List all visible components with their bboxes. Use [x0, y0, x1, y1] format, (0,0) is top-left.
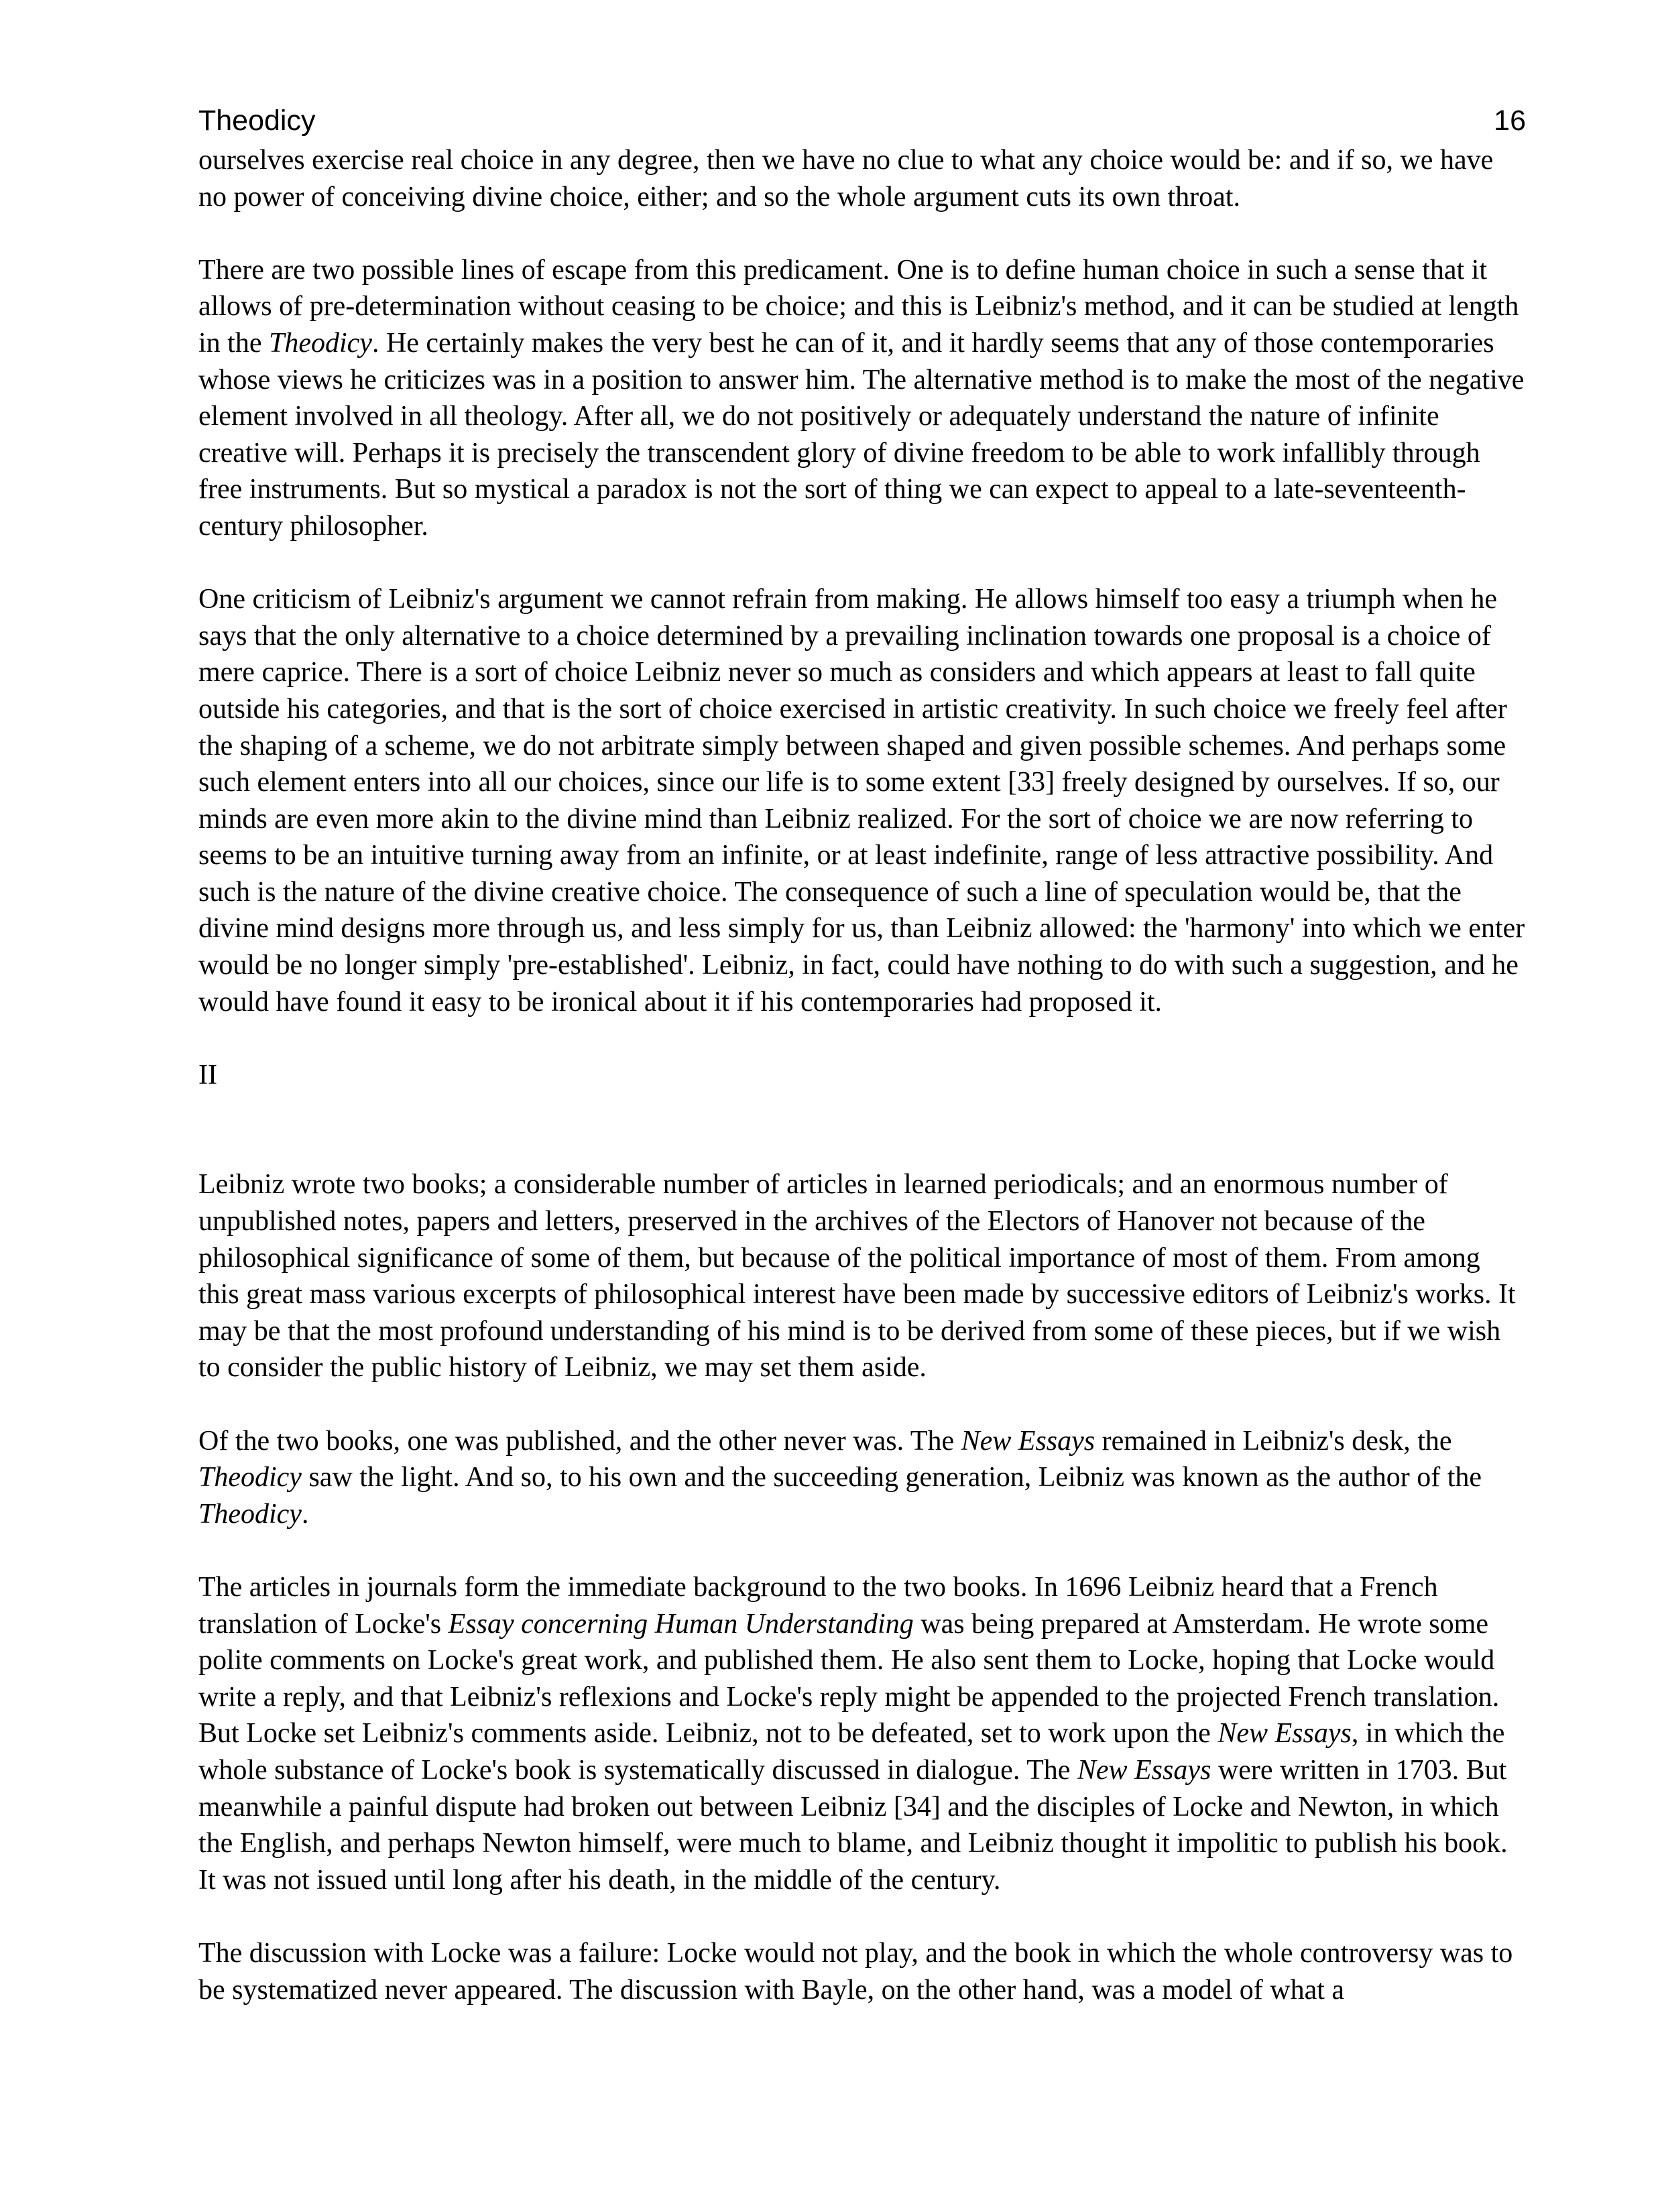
- text-run: was being prepared at Amsterdam. He wrote some polite comments on Locke's great work, and published them. He also sent them to Locke, hoping that Locke would write a reply, and that Leibniz's reflexions and Locke's reply might be appended to the projected French translation. But Locke set Leibniz's comments aside. Leibniz, not to be defeated, set to work upon the: [198, 1608, 1500, 1749]
- body-text: [198, 142, 1526, 2008]
- text-run: Of the two books, one was published, and the other never was. The: [198, 1425, 961, 1457]
- text-run: II: [198, 1059, 217, 1091]
- paragraph: [198, 252, 1526, 545]
- italic-title-text: Essay concerning Human Understanding: [448, 1608, 914, 1640]
- text-run: The articles in journals form the immediate background to the two books. In 1696 Leibniz heard that a French translation of Locke's: [198, 1571, 1438, 1640]
- italic-title-text: New Essays: [961, 1425, 1095, 1457]
- running-title: Theodicy: [198, 105, 316, 137]
- paragraph: [198, 1935, 1526, 2008]
- text-run: were written in 1703. But meanwhile a painful dispute had broken out between Leibniz [34] and the disciples of Locke and Newton, in which the English, and perhaps Newton himself, were much to blame, and Leibniz thought it impolitic to publish his book. It was not issued until long after his death, in the middle of the century.: [198, 1754, 1508, 1896]
- text-run: saw the light. And so, to his own and the succeeding generation, Leibniz was known as the author of the: [301, 1462, 1482, 1493]
- paragraph: [198, 1423, 1526, 1533]
- italic-title-text: New Essays: [1218, 1718, 1352, 1749]
- document-page: [198, 101, 1526, 2008]
- text-run: .: [301, 1498, 309, 1530]
- text-run: One criticism of Leibniz's argument we cannot refrain from making. He allows himself too easy a triumph when he says that the only alternative to a choice determined by a prevailing inclination towards one proposal is a choice of mere caprice. There is a sort of choice Leibniz never so much as considers and which appears at least to fall quite outside his categories, and that is the sort of choice exercised in artistic creativity. In such choice we freely feel after the shaping of a scheme, we do not arbitrate simply between shaped and given possible schemes. And perhaps some such element enters into all our choices, since our life is to some extent [33] freely designed by ourselves. If so, our minds are even more akin to the divine mind than Leibniz realized. For the sort of choice we are now referring to seems to be an intuitive turning away from an infinite, or at least indefinite, range of less attractive possibility. And such is the nature of the divine creative choice. The consequence of such a line of speculation would be, that the divine mind designs more through us, and less simply for us, than Leibniz allowed: the 'harmony' into which we enter would be no longer simply 'pre-established'. Leibniz, in fact, could have nothing to do with such a suggestion, and he would have found it easy to be ironical about it if his contemporaries had proposed it.: [198, 584, 1525, 1018]
- italic-title-text: Theodicy: [268, 327, 372, 359]
- italic-title-text: New Essays: [1077, 1754, 1211, 1786]
- paragraph: [198, 581, 1526, 1020]
- text-run: remained in Leibniz's desk, the: [1095, 1425, 1452, 1457]
- section-heading: [198, 1057, 1526, 1094]
- running-header: [198, 101, 1526, 141]
- paragraph: [198, 1569, 1526, 1898]
- text-run: ourselves exercise real choice in any degree, then we have no clue to what any choice would be: and if so, we have no power of conceiving divine choice, either; and so the whole argument cuts its own throat.: [198, 145, 1494, 212]
- paragraph: [198, 1166, 1526, 1386]
- text-run: The discussion with Locke was a failure: Locke would not play, and the book in which the whole controversy was to be systematized never appeared. The discussion with Bayle, on the other hand, was a model of what a: [198, 1937, 1513, 2006]
- page-number: 16: [1494, 105, 1526, 137]
- text-run: Leibniz wrote two books; a considerable number of articles in learned periodicals; and an enormous number of unpublished notes, papers and letters, preserved in the archives of the Electors of Hanover not because of the philosophical significance of some of them, but because of the political importance of most of them. From among this great mass various excerpts of philosophical interest have been made by successive editors of Leibniz's works. It may be that the most profound understanding of his mind is to be derived from some of these pieces, but if we wish to consider the public history of Leibniz, we may set them aside.: [198, 1169, 1516, 1384]
- italic-title-text: Theodicy: [198, 1498, 302, 1530]
- text-run: . He certainly makes the very best he can of it, and it hardly seems that any of those contemporaries whose views he criticizes was in a position to answer him. The alternative method is to make the most of the negative element involved in all theology. After all, we do not positively or adequately understand the nature of infinite creative will. Perhaps it is precisely the transcendent glory of divine freedom to be able to work infallibly through free instruments. But so mystical a paradox is not the sort of thing we can expect to appeal to a late-seventeenth-century philosopher.: [198, 327, 1525, 542]
- paragraph: [198, 142, 1526, 215]
- italic-title-text: Theodicy: [198, 1462, 302, 1493]
- text-run: , in which the whole substance of Locke's book is systematically discussed in dialogue. The: [198, 1718, 1505, 1786]
- text-run: There are two possible lines of escape from this predicament. One is to define human choice in such a sense that it allows of pre-determination without ceasing to be choice; and this is Leibniz's method, and it can be studied at length in the: [198, 254, 1519, 359]
